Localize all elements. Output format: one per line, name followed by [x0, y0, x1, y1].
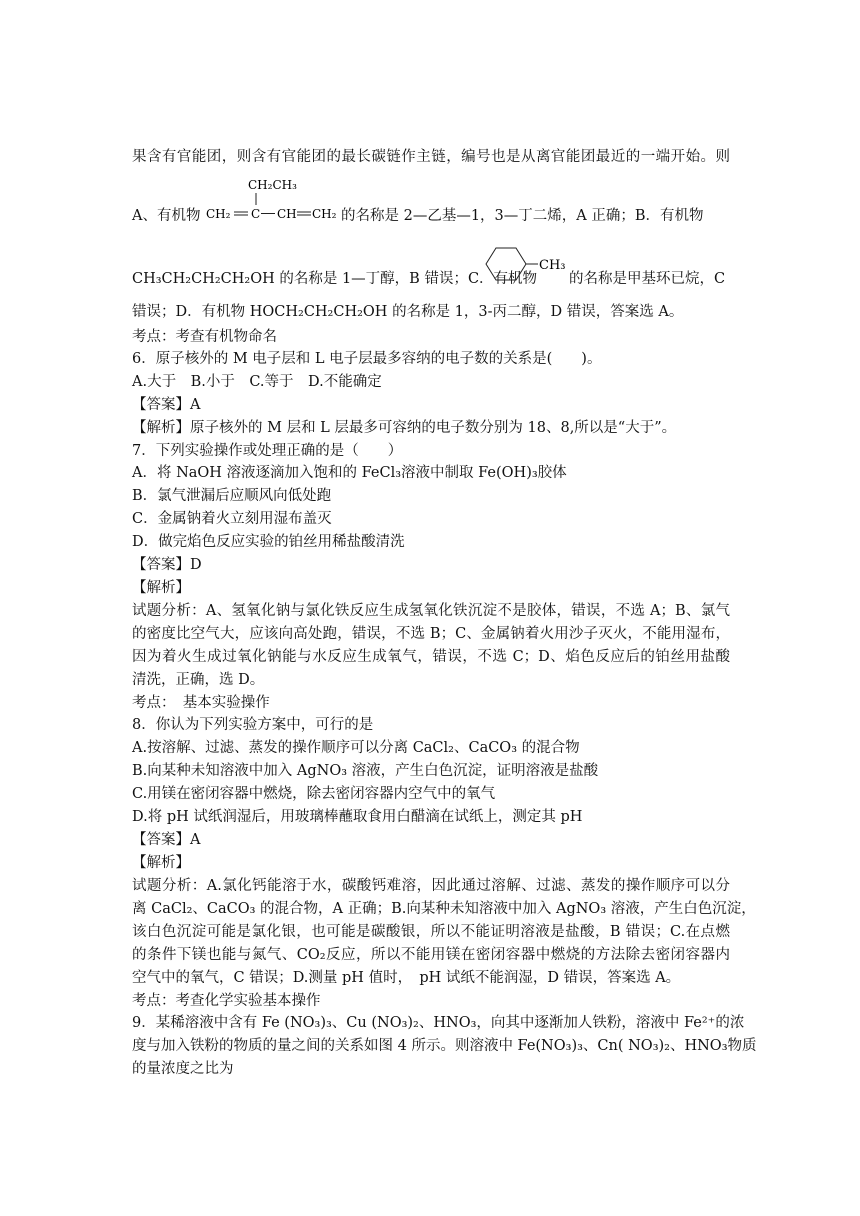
q7-option-c: C．金属钠着火立刻用湿布盖灭	[132, 511, 332, 527]
struct1-group-a: CH₂	[206, 207, 231, 221]
q8-point: 考点：考查化学实验基本操作	[132, 993, 321, 1009]
q9-line-3: 的量浓度之比为	[132, 1061, 234, 1077]
q9-line-1: 9．某稀溶液中含有 Fe (NO₃)₃、Cu (NO₃)₂、HNO₃，向其中逐渐加人铁粉，溶液中 Fe²⁺的浓	[132, 1015, 745, 1031]
q7-option-a: A．将 NaOH 溶液逐滴加入饱和的 FeCl₃溶液中制取 Fe(OH)₃胶体	[132, 465, 567, 481]
q8-analysis-4: 的条件下镁也能与氮气、CO₂反应，所以不能用镁在密闭容器中燃烧的方法除去密闭容器内	[132, 947, 730, 963]
q7-answer: 【答案】D	[132, 557, 202, 573]
methyl-group: CH₃	[539, 258, 566, 273]
q5-point: 考点：考查有机物命名	[132, 329, 277, 345]
q8-analysis-1: 试题分析：A.氯化钙能溶于水，碳酸钙难溶，因此通过溶解、过滤、蒸发的操作顺序可以分	[132, 878, 730, 894]
q9-line-2: 度与加入铁粉的物质的量之间的关系如图 4 所示。则溶液中 Fe(NO₃)₃、Cn( NO₃)₂、HNO₃物质	[132, 1038, 757, 1054]
q8-option-d: D.将 pH 试纸润湿后，用玻璃棒蘸取食用白醋滴在试纸上，测定其 pH	[132, 809, 583, 825]
q6-stem: 6．原子核外的 M 电子层和 L 电子层最多容纳的电子数的关系是( )。	[132, 351, 602, 367]
q8-analysis-head: 【解析】	[132, 855, 190, 871]
q5-line-2-suffix: 的名称是 2—乙基—1，3—丁二烯，A 正确；B．有机物	[341, 208, 704, 224]
ethyl-butadiene-structure	[204, 172, 340, 226]
q8-option-a: A.按溶解、过滤、蒸发的操作顺序可以分离 CaCl₂、CaCO₃ 的混合物	[132, 740, 580, 756]
q5-line-3-suffix: 的名称是甲基环已烷，C	[569, 271, 726, 287]
struct1-group-b: C	[251, 207, 261, 221]
q8-analysis-2: 离 CaCl₂、CaCO₃ 的混合物，A 正确；B.向某种未知溶液中加入 AgNO₃ 溶液，产生白色沉淀，	[132, 901, 756, 917]
q7-stem: 7．下列实验操作或处理正确的是（ ）	[132, 443, 403, 459]
q8-analysis-3: 该白色沉淀可能是氯化银，也可能是碳酸银，所以不能证明溶液是盐酸，B 错误；C.在点燃	[132, 924, 730, 940]
q5-line-2-prefix: A、有机物	[132, 208, 201, 224]
q7-analysis-3: 因为着火生成过氧化钠能与水反应生成氧气，错误，不选 C；D、焰色反应后的铂丝用盐酸	[132, 649, 730, 665]
q7-analysis-4: 清洗，正确，选 D。	[132, 672, 265, 688]
q7-analysis-head: 【解析】	[132, 580, 190, 596]
q5-line-4: 错误；D．有机物 HOCH₂CH₂CH₂OH 的名称是 1，3-丙二醇，D 错误，答案选 A。	[132, 304, 684, 320]
q5-line-1: 果含有官能团，则含有官能团的最长碳链作主链，编号也是从离官能团最近的一端开始。则	[132, 149, 730, 165]
cyclohexane-ring	[486, 248, 526, 280]
q8-answer: 【答案】A	[132, 832, 201, 848]
methylcyclohexane-structure	[476, 240, 570, 290]
q7-option-b: B．氯气泄漏后应顺风向低处跑	[132, 488, 332, 504]
q6-analysis: 【解析】原子核外的 M 层和 L 层最多可容纳的电子数分别为 18、8,所以是“大于”。	[132, 420, 677, 436]
q8-stem: 8．你认为下列实验方案中，可行的是	[132, 717, 374, 733]
struct1-group-c: CH	[277, 207, 297, 221]
q7-option-d: D．做完焰色反应实验的铂丝用稀盐酸清洗	[132, 534, 405, 550]
q5-line-3-prefix: CH₃CH₂CH₂CH₂OH 的名称是 1—丁醇，B 错误；C．有机物	[132, 271, 538, 287]
q8-analysis-5: 空气中的氧气，C 错误；D.测量 pH 值时， pH 试纸不能润湿，D 错误，答案选 A。	[132, 970, 681, 986]
q8-option-c: C.用镁在密闭容器中燃烧，除去密闭容器内空气中的氧气	[132, 786, 496, 802]
struct1-group-d: CH₂	[312, 207, 337, 221]
q6-answer: 【答案】A	[132, 397, 201, 413]
q7-analysis-2: 的密度比空气大，应该向高处跑，错误，不选 B；C、金属钠着火用沙子灭火，不能用湿布，	[132, 626, 730, 642]
q6-options: A.大于 B.小于 C.等于 D.不能确定	[132, 374, 382, 390]
q7-analysis-1: 试题分析：A、氢氧化钠与氯化铁反应生成氢氧化铁沉淀不是胶体，错误，不选 A；B、氯气	[132, 603, 730, 619]
struct1-top-group: CH₂CH₃	[248, 178, 297, 192]
q8-option-b: B.向某种未知溶液中加入 AgNO₃ 溶液，产生白色沉淀，证明溶液是盐酸	[132, 763, 599, 779]
q7-point: 考点： 基本实验操作	[132, 695, 270, 711]
